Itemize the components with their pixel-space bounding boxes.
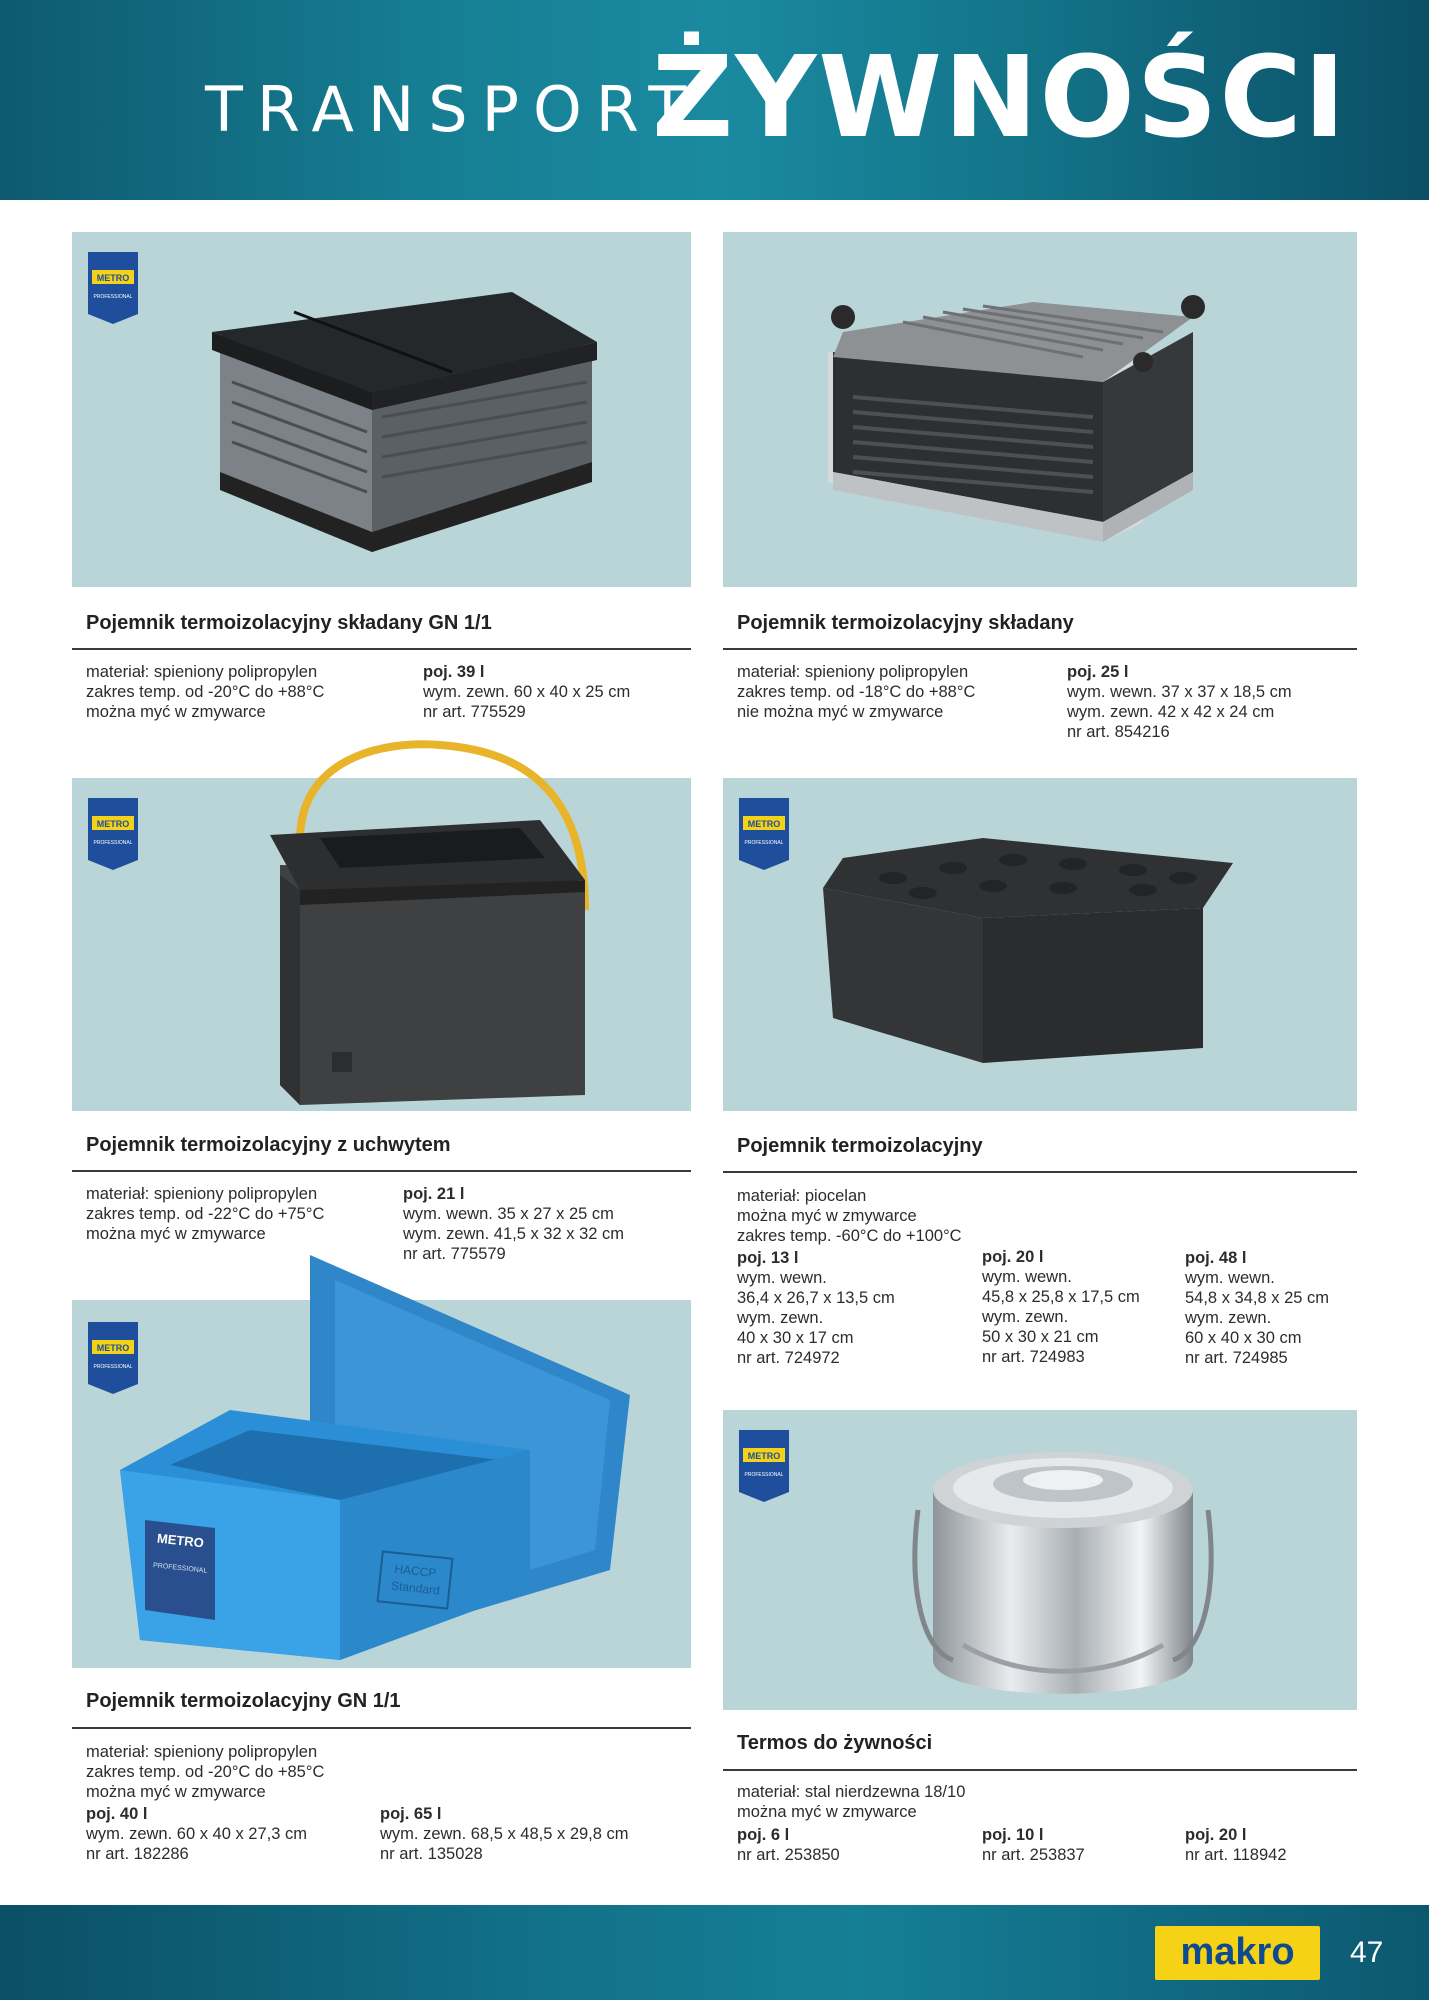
spec-line: wym. zewn. [1185,1309,1272,1327]
metro-professional-badge [88,252,138,324]
capacity: poj. 48 l [1185,1249,1247,1267]
spec-line: 54,8 x 34,8 x 25 cm [1185,1289,1329,1307]
spec-line: wym. wewn. [737,1269,827,1287]
makro-logo-text: makro [1180,1931,1295,1973]
capacity: poj. 10 l [982,1826,1044,1844]
variant-specs [982,1825,1085,1865]
product-photo-black-box [723,778,1357,1111]
metro-professional-badge [739,1430,789,1502]
metro-professional-badge [88,1322,138,1394]
divider [72,648,691,650]
article-number: nr art. 724972 [737,1349,840,1367]
spec-line: nie można myć w zmywarce [737,703,944,721]
spec-line: można myć w zmywarce [737,1207,917,1225]
spec-line: można myć w zmywarce [86,703,266,721]
spec-line: 45,8 x 25,8 x 17,5 cm [982,1288,1140,1306]
spec-line: wym. wewn. 37 x 37 x 18,5 cm [1067,683,1292,701]
header-title-bold: ŻYWNOŚCI [652,33,1348,163]
variant-specs [982,1247,1140,1367]
badge-brand: METRO [96,819,130,829]
product-photo-foldable-gn [72,232,691,587]
badge-sub: PROFESSIONAL [93,294,133,300]
spec-line: zakres temp. od -20°C do +85°C [86,1763,325,1781]
product-title: Pojemnik termoizolacyjny GN 1/1 [86,1690,401,1712]
haccp-label: HACCP [393,1561,438,1581]
spec-line: zakres temp. -60°C do +100°C [737,1227,962,1245]
capacity: poj. 20 l [982,1248,1044,1266]
spec-line: wym. zewn. 60 x 40 x 25 cm [423,683,631,701]
product-specs [737,1186,962,1246]
page-number: 47 [1350,1936,1384,1969]
spec-line: wym. wewn. [982,1268,1072,1286]
divider [723,648,1357,650]
capacity: poj. 65 l [380,1805,442,1823]
badge-sub: PROFESSIONAL [93,840,133,846]
spec-line: można myć w zmywarce [737,1803,917,1821]
spec-line: materiał: spieniony polipropylen [86,1743,318,1761]
spec-line: zakres temp. od -22°C do +75°C [86,1205,325,1223]
product-specs [737,1782,965,1822]
metro-professional-badge [88,798,138,870]
product-title: Termos do żywności [737,1732,933,1754]
divider [723,1171,1357,1173]
badge-brand: METRO [747,1451,781,1461]
spec-line: można myć w zmywarce [86,1225,266,1243]
header-title-light: TRANSPORT [205,73,701,146]
capacity: poj. 40 l [86,1805,148,1823]
spec-line: zakres temp. od -18°C do +88°C [737,683,976,701]
product-specs [86,1742,324,1802]
product-specs [86,662,324,722]
capacity: poj. 21 l [403,1185,465,1203]
divider [72,1170,691,1172]
article-number: nr art. 253837 [982,1846,1085,1864]
article-number: nr art. 854216 [1067,723,1170,741]
variant-specs [1185,1248,1329,1368]
handle-box-image [240,740,620,1130]
capacity: poj. 39 l [423,663,485,681]
badge-brand: METRO [96,1343,130,1353]
makro-logo [1155,1926,1320,1980]
capacity: poj. 6 l [737,1826,790,1844]
capacity: poj. 25 l [1067,663,1129,681]
foldable-square-box-image [723,232,1357,587]
variant-specs [737,1825,840,1865]
capacity: poj. 13 l [737,1249,799,1267]
blue-box-image [110,1250,640,1670]
article-number: nr art. 118942 [1185,1846,1287,1864]
article-number: nr art. 724985 [1185,1349,1288,1367]
product-title: Pojemnik termoizolacyjny [737,1135,983,1157]
spec-line: wym. zewn. 41,5 x 32 x 32 cm [403,1225,625,1243]
black-box-image [723,778,1357,1111]
spec-line: 36,4 x 26,7 x 13,5 cm [737,1289,895,1307]
spec-line: 50 x 30 x 21 cm [982,1328,1099,1346]
product-photo-thermos [723,1410,1357,1710]
spec-line: materiał: stal nierdzewna 18/10 [737,1783,966,1801]
metro-professional-badge [739,798,789,870]
spec-line: materiał: spieniony polipropylen [86,663,318,681]
variant-specs [380,1804,629,1864]
divider [72,1727,691,1729]
product-title: Pojemnik termoizolacyjny z uchwytem [86,1134,451,1156]
capacity: poj. 20 l [1185,1826,1247,1844]
spec-line: można myć w zmywarce [86,1783,266,1801]
product-specs-right [1067,662,1292,742]
article-number: nr art. 724983 [982,1348,1085,1366]
spec-line: wym. zewn. [737,1309,824,1327]
box-label-brand: METRO [156,1530,205,1551]
spec-line: wym. wewn. [1185,1269,1275,1287]
divider [723,1769,1357,1771]
badge-sub: PROFESSIONAL [93,1364,133,1370]
foldable-box-image [72,232,691,587]
spec-line: wym. zewn. 42 x 42 x 24 cm [1067,703,1275,721]
badge-sub: PROFESSIONAL [744,1472,784,1478]
spec-line: materiał: spieniony polipropylen [737,663,969,681]
spec-line: materiał: spieniony polipropylen [86,1185,318,1203]
spec-line: materiał: piocelan [737,1187,867,1205]
badge-sub: PROFESSIONAL [744,840,784,846]
variant-specs [1185,1825,1287,1865]
badge-brand: METRO [747,819,781,829]
variant-specs [737,1248,895,1368]
badge-brand: METRO [96,273,130,283]
product-specs [86,1184,324,1244]
spec-line: 60 x 40 x 30 cm [1185,1329,1302,1347]
article-number: nr art. 253850 [737,1846,840,1864]
product-photo-foldable-small [723,232,1357,587]
spec-line: zakres temp. od -20°C do +88°C [86,683,325,701]
spec-line: 40 x 30 x 17 cm [737,1329,854,1347]
spec-line: wym. zewn. [982,1308,1069,1326]
product-title: Pojemnik termoizolacyjny składany [737,612,1074,634]
article-number: nr art. 135028 [380,1845,483,1863]
variant-specs [86,1804,307,1864]
product-title: Pojemnik termoizolacyjny składany GN 1/1 [86,612,492,634]
article-number: nr art. 775529 [423,703,526,721]
steel-thermos-image [723,1410,1357,1710]
product-specs-right [423,662,630,722]
spec-line: wym. zewn. 60 x 40 x 27,3 cm [86,1825,308,1843]
page-header [0,0,1429,200]
haccp-standard-label: Standard [390,1578,441,1598]
article-number: nr art. 182286 [86,1845,189,1863]
spec-line: wym. wewn. 35 x 27 x 25 cm [403,1205,614,1223]
article-number: nr art. 775579 [403,1245,506,1263]
product-specs [737,662,975,722]
box-label-sub: PROFESSIONAL [152,1562,208,1575]
spec-line: wym. zewn. 68,5 x 48,5 x 29,8 cm [380,1825,629,1843]
